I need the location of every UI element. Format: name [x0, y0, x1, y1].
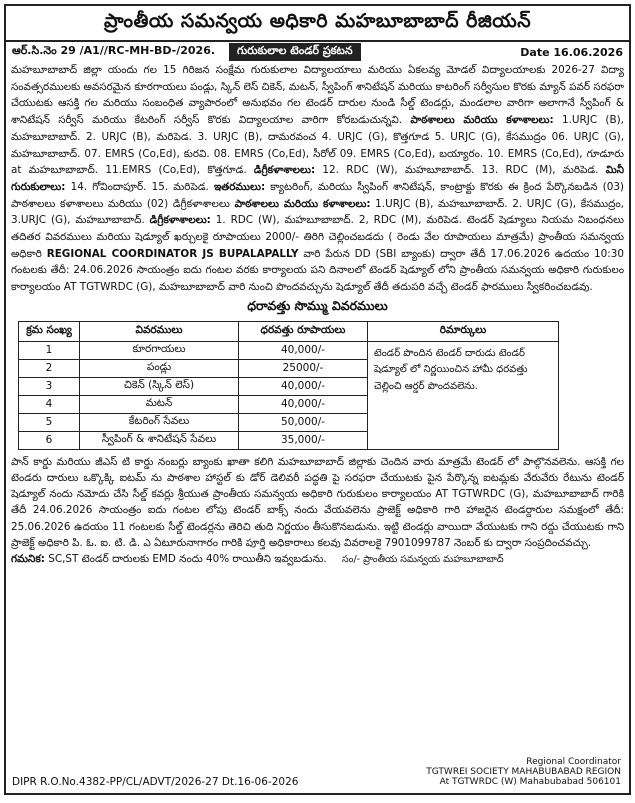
dipr-number: DIPR R.O.No.4382-PP/CL/ADVT/2026-27 Dt.16-06-2026	[12, 776, 299, 788]
body-text-1: మహబూబాబాద్ జిల్లా యందు గల 15 గిరిజన సంక్షేమ గురుకులాల విద్యాలయాలు మరియు ఏకలవ్య మోడల్ విద్యాలయాలకు 2026-27 విద్యా సంవత్సరములకు అవసరమైన కూరగాయలు పండ్లు, స్కిన్ లెస్ చికెన్, మటన్, స్వీపింగ్ శానిటేషన్ మరియు కాటరింగ్ సర్వీసుల కొరకు మ్యాన్ పవర్ సరఫరా చేయుటకు ఆసక్తి గల మరియు సంబంధిత వ్యాపారంలో అనుభవం గల టెండర్ దారుల నుండి సీల్డ్ టెండర్లు, మండలాల వారిగా అలాగానే స్వీపింగ్ & శానిటేషన్ సర్వీస్ మరియు కేటరింగ్ సర్వీస్ కొరకు విద్యాలయాల వారిగా కోరబడుచున్నవి.	[11, 64, 624, 127]
row-serial: 1	[19, 341, 80, 359]
note-line	[6, 551, 629, 568]
body-text-8: వారి పేరున DD (SBI బ్యాంకు) ద్వారా తేదీ 17.06.2026 ఉదయం 10:30 గంటలకు తేదీ: 24.06.2026 సాయంత్రం ఐదు గంటల వరకు కార్యాలయ పని దినాలలో టెండర్ షెడ్యూల్ లోని ప్రాంతీయ సమన్వయ అధికారి గురుకులం కార్యాలయం AT TGTWRDC (G), మహబూబాబాద్ వారి నుంచి పొందవచ్చును షెడ్యూల్ తేదీ తదుపరి వచ్చే టెండర్ ఫారములు స్వీకరించబడవు.	[11, 247, 624, 294]
reference-line	[6, 42, 629, 62]
body-heading-schools: పాఠశాలలు మరియు కళాశాలలు:	[410, 114, 554, 127]
row-amount: 40,000/-	[239, 341, 368, 359]
col-remarks: రిమార్కులు	[368, 321, 559, 341]
signature-title: Regional Coordinator	[526, 757, 621, 767]
terms-paragraph: పాన్ కార్డు మరియు జీఎస్ టి కార్డు నంబర్లు బ్యాంకు ఖాతా కలిగి మహబూబాబాద్ జిల్లాకు చెందిన వారు మాత్రమే టెండర్ లో పాల్గొనవలెను. ఆసక్తి గల టెండరు దారులు ఒక్కొక్కి ఐటమ్ ను పాఠశాల హాస్టల్ కు డోర్ డెలివరీ పద్ధతి పై సరఫరా చేయుటకు పైన పేర్కొన్న ఐటమ్లకు వేరువేరు రేటును టెండర్ షెడ్యూల్ నందు నమోదు చేసి సీల్డ్ కవర్లు శ్రీయుత ప్రాంతీయ సమన్వయ అధికారి గురుకులం కార్యాలయం AT TGTWRDC (G), మహబూబాబాద్ గారికి తేదీ 24.06.2026 సాయంత్రం ఐదు గంటల లోపు టెండర్ బాక్స్ నందు వేయవలెను ప్రాజెక్ట్ అధికారి గారి హాజరైన టెండర్దారుల సమక్షంలో తేదీ: 25.06.2026 ఉదయం 11 గంటలకు సీల్డ్ టెండర్లను తెరిచి తుది నిర్ణయం తీసుకొనబడును. ఇట్టి టెండర్లు వాయిదా వేయుటకు గాని రద్దు చేయుటకు గాని ప్రాజెక్ట్ అధికారి పి. ఓ. ఐ. టి. డి. ఎ ఏటూరునాగారం గారికి పూర్తి అధికారాలు కలవు వివరాలకై 7901099787 నెంబర్ కు ద్వారా సంప్రదించవచ్చు.	[11, 455, 624, 549]
body-heading-schools-2: పాఠశాలలు మరియు కళాశాలలు:	[234, 197, 371, 210]
notice-date: Date 16.06.2026	[520, 45, 623, 59]
deposit-heading: ధరావత్తు సొమ్ము వివరములు	[247, 297, 388, 313]
body-text-4: 14. గోవిందాపూర్. 15. మరిపెడ.	[70, 180, 209, 193]
deposit-table-header	[19, 321, 559, 341]
table-row	[19, 341, 559, 359]
col-amount: ధరవత్తు రూపాయలు	[239, 321, 368, 341]
remarks-cell: టెండర్ పొందిన టెండర్ దారుడు టెండర్ షెడ్యూల్ లో నిర్ణయించిన హామీ ధరవత్తు చెల్లించి ఆర్డర్ పొందవలెను.	[368, 341, 559, 449]
row-amount: 35,000/-	[239, 431, 368, 449]
body-text-5: క్యాటరింగ్, మరియు స్వీపింగ్ శానిటేషన్, కాంట్రాక్టు కొరకు ఈ క్రింద పేర్కొనబడిన (03) పాఠశాలలు కళాశాలలు మరియు (02) డిగ్రీకళాశాలలు	[11, 180, 624, 210]
row-serial: 2	[19, 359, 80, 377]
row-amount: 40,000/-	[239, 377, 368, 395]
row-amount: 50,000/-	[239, 413, 368, 431]
body-text-7: 1. RDC (W), మహబూబాబాద్. 2, RDC (M), మరిపెడ. టెండర్ షెడ్యూలు నియమ నిబంధనలు తదితర వివరములు మరియు షెడ్యూల్ ఖర్చులకై రూపాయలు 2000/- తిరిగి చెల్లించబడదు ( రెండు వేల రూపాయలు మాత్రమే) ప్రాంతీయ సమన్వయ అధికారి	[11, 214, 624, 260]
body-heading-degree-2: డిగ్రీకళాశాలలు:	[149, 214, 211, 227]
row-item: కేటరింగ్ సేవలు	[80, 413, 239, 431]
note-text: SC,ST టెండర్ దారులకు EMD నందు 40% రాయితీని ఇవ్వబడును.	[48, 553, 327, 566]
reference-number: ఆర్.సి.నెం 29 /A1//RC-MH-BD-/2026.	[12, 44, 216, 57]
row-item: కూరగాయలు	[80, 341, 239, 359]
body-heading-others: ఇతరములు:	[213, 180, 266, 193]
tender-notice-page	[4, 4, 631, 795]
deposit-table	[18, 321, 559, 450]
row-serial: 5	[19, 413, 80, 431]
col-item: వివరములు	[80, 321, 239, 341]
row-item: పండ్లు	[80, 359, 239, 377]
office-title: ప్రాంతీయ సమన్వయ అధికారి మహబూబాబాద్ రీజియన్	[6, 6, 629, 42]
note-label: గమనిక:	[11, 553, 45, 566]
row-item: స్వీపింగ్ & శానిటేషన్ సేవలు	[80, 431, 239, 449]
row-item: చికెన్ (స్కిన్ లెస్)	[80, 377, 239, 395]
body-text-2: 1.URJC (B), మహబూబాబాద్. 2. URJC (B), మరిపెడ. 3. URJC (B), దామరవంచ 4. URJC (G), కొత్తగూడ 5. URJC (G), కేసముద్రం 06. URJC (G), మహబూబాబాద్. 07. EMRS (Co,Ed), కురవి. 08. EMRS (Co,Ed), సీరోల్ 09. EMRS (Co,Ed), బయ్యారం. 10. EMRS (Co,Ed), గూడూరు at మహబూబాబాద్. 11.EMRS (Co,Ed), కొత్తగూడ.	[11, 114, 624, 177]
notice-body	[6, 62, 629, 296]
signature-block	[426, 757, 621, 787]
row-serial: 4	[19, 395, 80, 413]
notice-label: గురుకులాల టెండర్ ప్రకటన	[229, 43, 361, 61]
body-heading-mini: మినీ గురుకులాలు:	[11, 164, 624, 193]
signature-society: TGTWREI SOCIETY MAHABUBABAD REGION	[426, 767, 621, 777]
signature-address: At TGTWRDC (W) Mahabubabad 506101	[439, 777, 621, 787]
signature-prefix: సం/- ప్రాంతీయ సమన్వయ మహబూబాబాద్	[341, 554, 504, 566]
body-regional-coordinator: REGIONAL COORDINATOR JS BUPALAPALLY	[46, 247, 299, 260]
col-serial: క్రమ సంఖ్య	[19, 321, 80, 341]
body-text-6: 1.URJC (B), మహబూబాబాద్. 2. URJC (G), కేసముద్రం, 3.URJC (G), మహబూబాబాద్.	[11, 197, 624, 227]
body-heading-degree: డిగ్రీకళాశాలలు:	[253, 164, 316, 177]
row-serial: 6	[19, 431, 80, 449]
row-amount: 40,000/-	[239, 395, 368, 413]
row-item: మటన్	[80, 395, 239, 413]
row-amount: 25000/-	[239, 359, 368, 377]
body-text-3: 12. RDC (W), మహబూబాబాద్. 13. RDC (M), మరిపెడ.	[322, 164, 599, 177]
row-serial: 3	[19, 377, 80, 395]
